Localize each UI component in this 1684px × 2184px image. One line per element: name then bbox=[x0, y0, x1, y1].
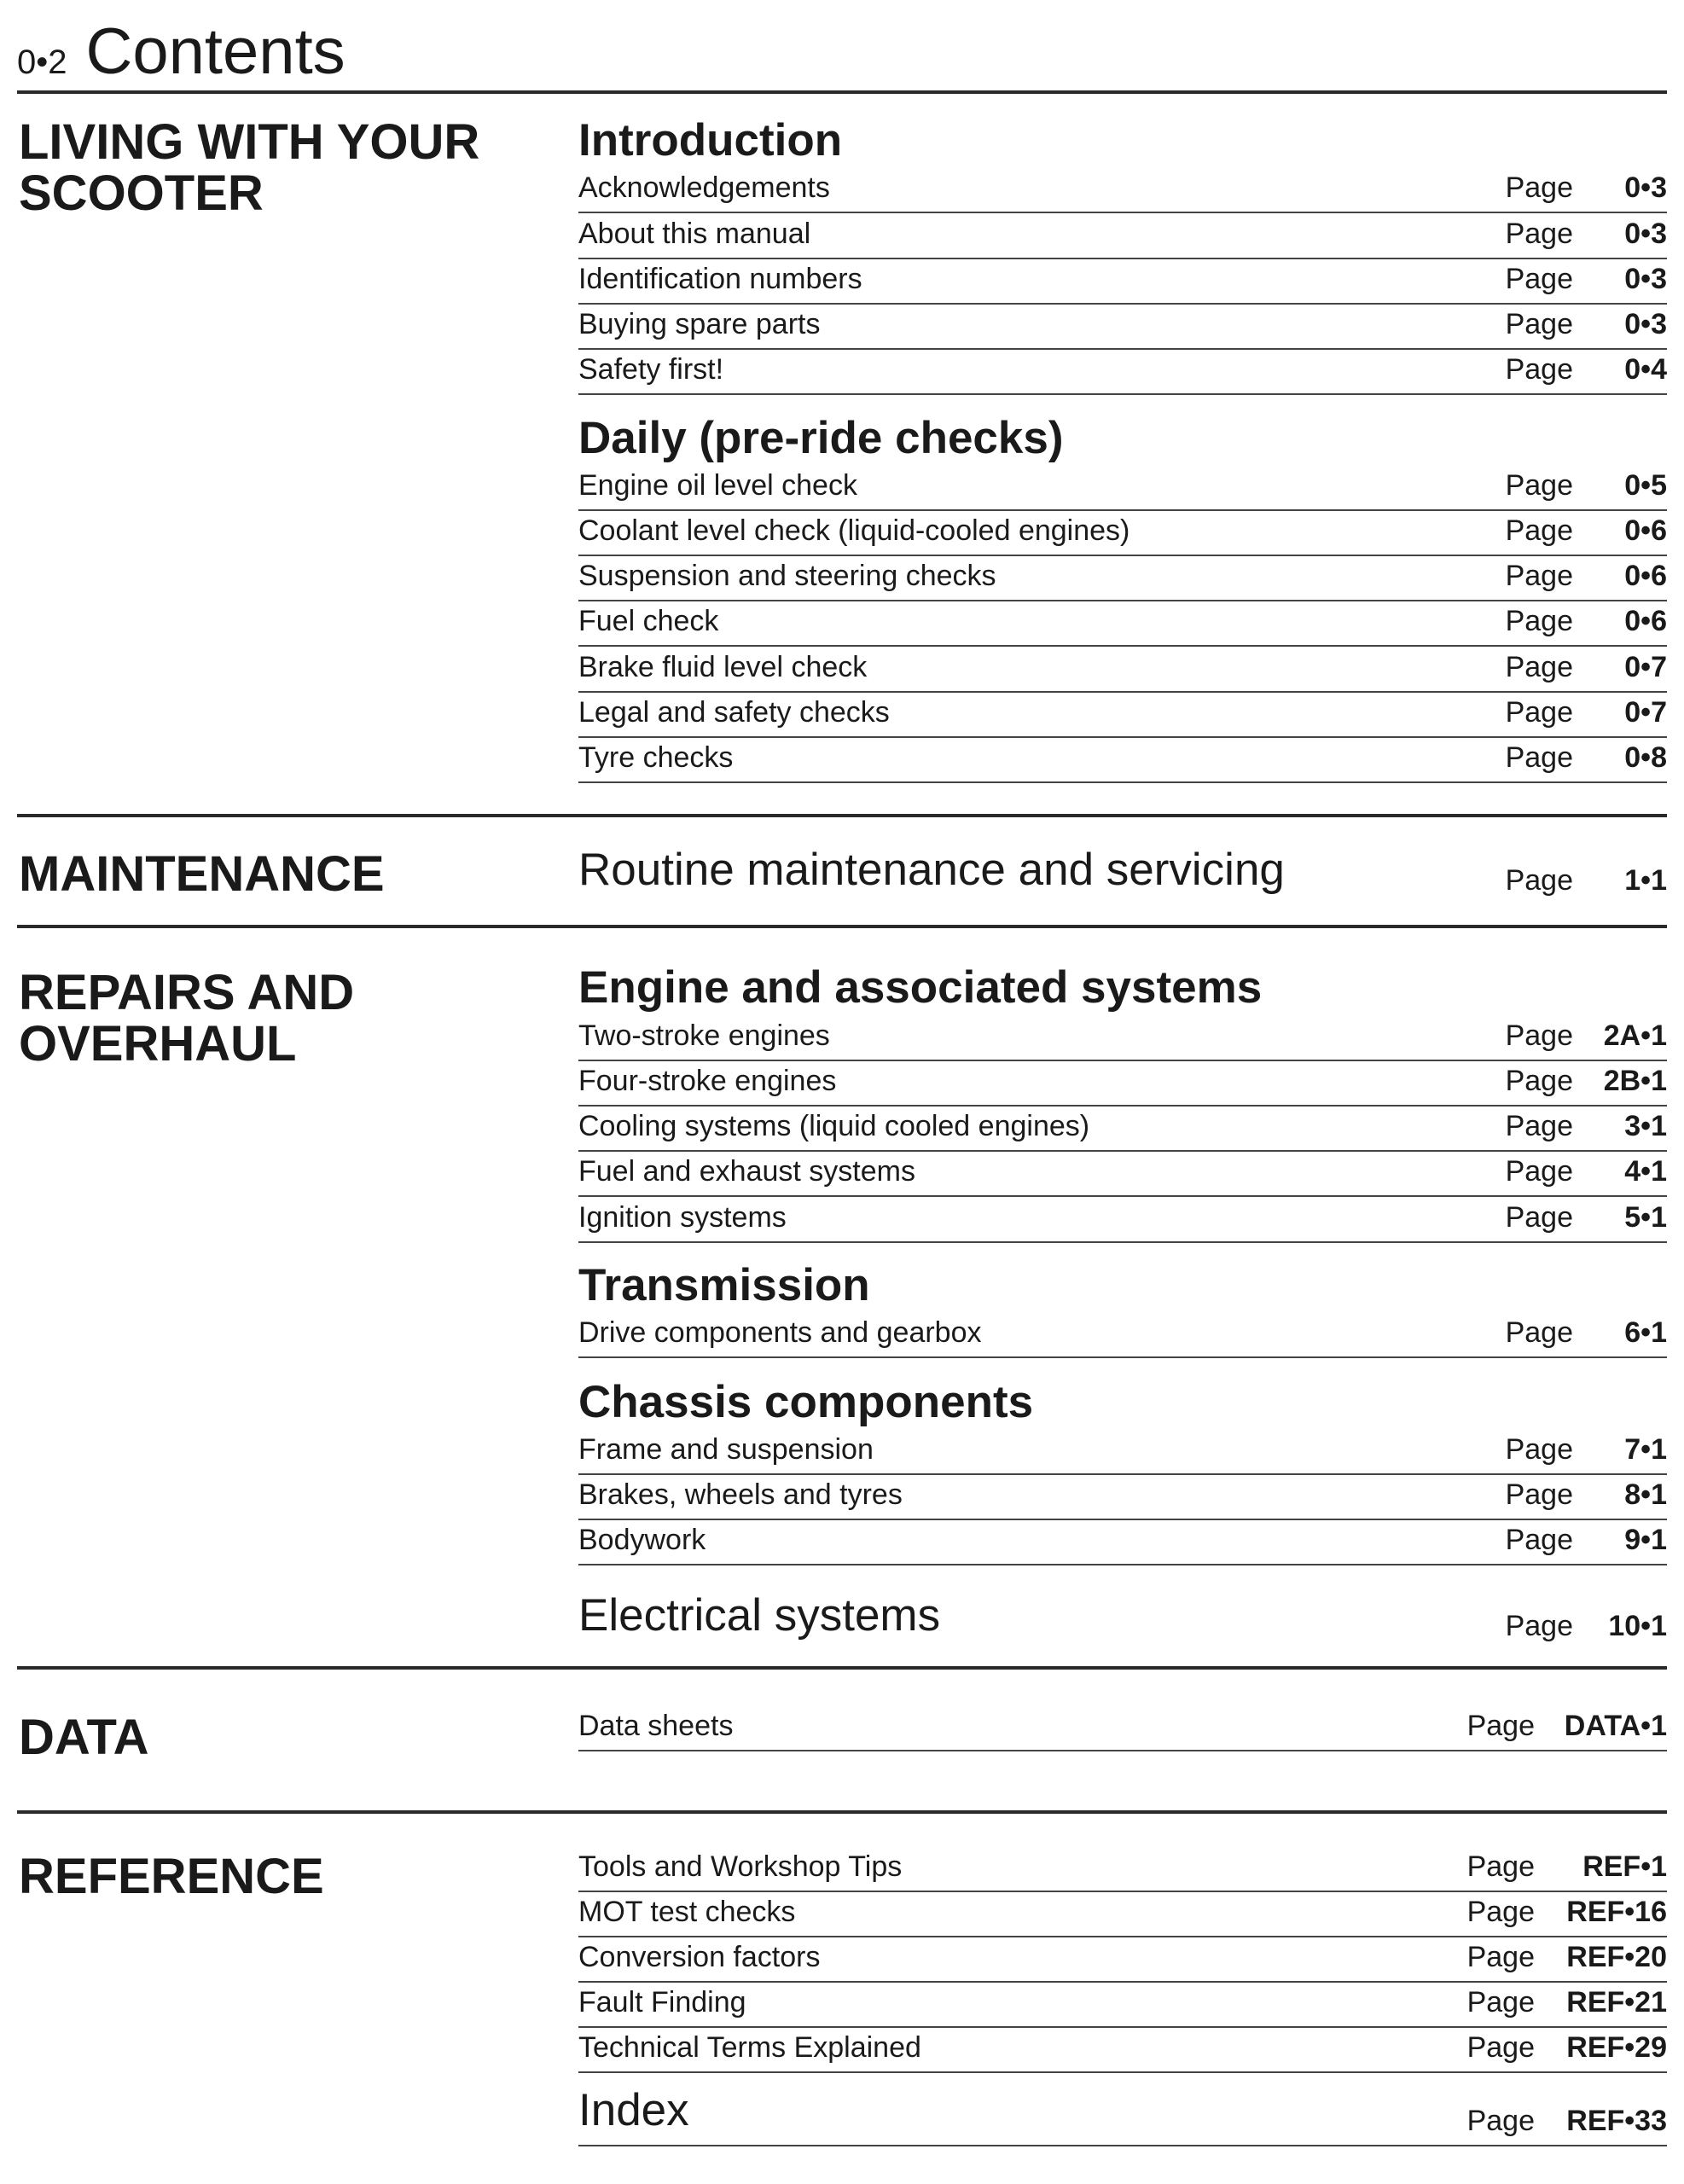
toc-entry[interactable]: Drive components and gearbox Page 6•1 bbox=[578, 1312, 1667, 1358]
toc-entry[interactable]: Electrical systems Page 10•1 bbox=[578, 1590, 1667, 1642]
section-title-reference: REFERENCE bbox=[19, 1849, 324, 1904]
toc-entry[interactable]: Brakes, wheels and tyres Page 8•1 bbox=[578, 1474, 1667, 1520]
section-rule bbox=[17, 1810, 1667, 1814]
toc-entry[interactable]: Technical Terms Explained Page REF•29 bbox=[578, 2027, 1667, 2073]
toc-entry[interactable]: Legal and safety checks Page 0•7 bbox=[578, 692, 1667, 738]
toc-entry[interactable]: Ignition systems Page 5•1 bbox=[578, 1197, 1667, 1243]
toc-entry[interactable]: Fault Finding Page REF•21 bbox=[578, 1982, 1667, 2028]
toc-entry[interactable]: Four-stroke engines Page 2B•1 bbox=[578, 1060, 1667, 1107]
section-title-living: LIVING WITH YOUR SCOOTER bbox=[19, 114, 480, 221]
group-heading-transmission: Transmission bbox=[578, 1260, 870, 1310]
toc-entry[interactable]: Cooling systems (liquid cooled engines) Page 3•1 bbox=[578, 1106, 1667, 1152]
toc-entry[interactable]: Brake fluid level check Page 0•7 bbox=[578, 647, 1667, 693]
toc-entry[interactable]: Routine maintenance and servicing Page 1•1 bbox=[578, 845, 1667, 897]
toc-entry[interactable]: Safety first! Page 0•4 bbox=[578, 349, 1667, 395]
group-heading-engine: Engine and associated systems bbox=[578, 962, 1263, 1013]
section-title-repairs: REPAIRS AND OVERHAUL bbox=[19, 965, 355, 1072]
toc-entry[interactable]: About this manual Page 0•3 bbox=[578, 213, 1667, 259]
toc-entry[interactable]: Coolant level check (liquid-cooled engines) Page 0•6 bbox=[578, 510, 1667, 556]
toc-entry[interactable]: Fuel check Page 0•6 bbox=[578, 601, 1667, 647]
section-rule bbox=[17, 1666, 1667, 1670]
toc-entry[interactable]: MOT test checks Page REF•16 bbox=[578, 1891, 1667, 1937]
toc-entry[interactable]: Tools and Workshop Tips Page REF•1 bbox=[578, 1846, 1667, 1892]
toc-entry[interactable]: Conversion factors Page REF•20 bbox=[578, 1937, 1667, 1983]
header-rule bbox=[17, 90, 1667, 94]
group-heading-chassis: Chassis components bbox=[578, 1377, 1034, 1427]
toc-entry[interactable]: Tyre checks Page 0•8 bbox=[578, 737, 1667, 783]
toc-entry[interactable]: Bodywork Page 9•1 bbox=[578, 1519, 1667, 1565]
section-rule bbox=[17, 925, 1667, 928]
toc-entry[interactable]: Index Page REF•33 bbox=[578, 2083, 1667, 2146]
toc-entry[interactable]: Fuel and exhaust systems Page 4•1 bbox=[578, 1151, 1667, 1197]
toc-entry[interactable]: Buying spare parts Page 0•3 bbox=[578, 304, 1667, 350]
toc-entry[interactable]: Data sheets Page DATA•1 bbox=[578, 1705, 1667, 1751]
group-heading-daily: Daily (pre-ride checks) bbox=[578, 413, 1064, 463]
toc-entry[interactable]: Engine oil level check Page 0•5 bbox=[578, 465, 1667, 511]
toc-entry[interactable]: Acknowledgements Page 0•3 bbox=[578, 167, 1667, 213]
toc-entry[interactable]: Frame and suspension Page 7•1 bbox=[578, 1429, 1667, 1475]
toc-entry[interactable]: Suspension and steering checks Page 0•6 bbox=[578, 555, 1667, 601]
section-title-maintenance: MAINTENANCE bbox=[19, 846, 385, 902]
group-heading-introduction: Introduction bbox=[578, 115, 843, 166]
page-title: Contents bbox=[85, 15, 346, 88]
section-rule bbox=[17, 814, 1667, 817]
toc-entry[interactable]: Two-stroke engines Page 2A•1 bbox=[578, 1015, 1667, 1061]
toc-entry[interactable]: Identification numbers Page 0•3 bbox=[578, 258, 1667, 305]
page-header bbox=[17, 14, 346, 90]
page-number: 0•2 bbox=[17, 44, 67, 81]
section-title-data: DATA bbox=[19, 1710, 149, 1765]
